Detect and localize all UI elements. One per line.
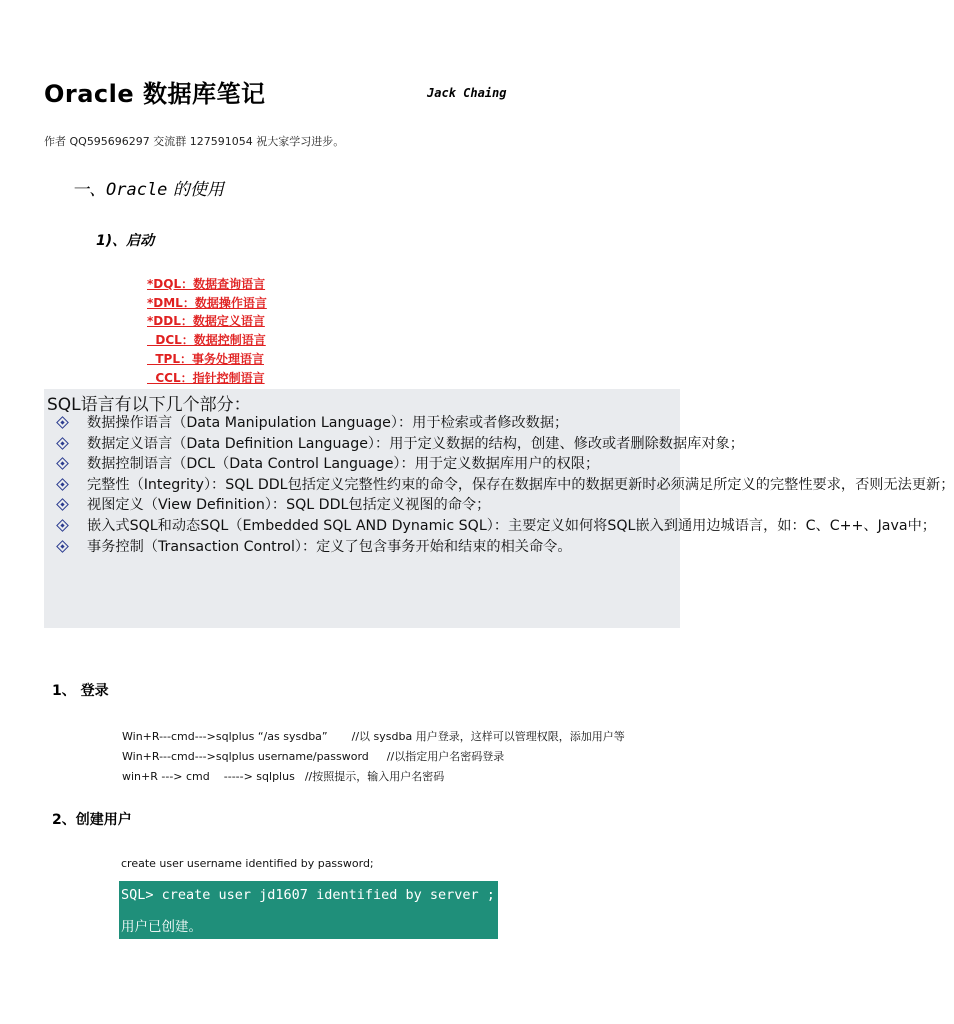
terminal-screenshot: [119, 881, 498, 939]
list-item[interactable]: CCL：指针控制语言: [147, 370, 265, 385]
sql-parts-list: [44, 413, 954, 557]
terminal-output: 用户已创建。: [121, 919, 202, 935]
login-heading: 1、 登录: [52, 683, 109, 699]
section-suffix: 的使用: [167, 180, 224, 200]
diamond-bullet-icon: [56, 437, 69, 450]
list-item[interactable]: *DDL：数据定义语言: [147, 314, 265, 329]
diamond-bullet-icon: [56, 519, 69, 532]
diamond-bullet-icon: [56, 540, 69, 553]
terminal-command: SQL> create user jd1607 identified by server ;: [121, 887, 495, 903]
list-item: 数据操作语言（Data Manipulation Language）：用于检索或者修改数据；: [44, 413, 680, 434]
list-item[interactable]: *DQL：数据查询语言: [147, 277, 266, 291]
list-item[interactable]: DCL：数据控制语言: [147, 333, 266, 348]
list-item: 事务控制（Transaction Control）：定义了包含事务开始和结束的相关命令。: [44, 537, 680, 558]
command-line: win+R ---> cmd -----> sqlplus //按照提示，输入用户名密码: [122, 770, 445, 783]
section-code: Oracle: [106, 180, 168, 200]
command-line: Win+R---cmd--->sqlplus “/as sysdba” //以 sysdba 用户登录，这样可以管理权限，添加用户等: [122, 730, 625, 743]
list-item[interactable]: TPL：事务处理语言: [147, 351, 264, 366]
diamond-bullet-icon: [56, 478, 69, 491]
create-user-heading: 2、创建用户: [52, 812, 132, 828]
section-heading-oracle-usage: [72, 175, 224, 200]
diamond-bullet-icon: [56, 499, 69, 512]
subheading-startup: 1)、启动: [96, 233, 155, 249]
author-name: Jack Chaing: [427, 86, 507, 100]
section-prefix: 一、: [72, 180, 106, 200]
list-item: 完整性（Integrity）：SQL DDL包括定义完整性约束的命令，保存在数据库中的数据更新时必须满足所定义的完整性要求，否则无法更新；: [44, 475, 680, 496]
document-title: Oracle 数据库笔记: [44, 80, 266, 108]
diamond-bullet-icon: [56, 457, 69, 470]
diamond-bullet-icon: [56, 416, 69, 429]
sql-category-list: [147, 275, 267, 387]
list-item: 数据控制语言（DCL（Data Control Language）：用于定义数据库用户的权限；: [44, 454, 680, 475]
command-line: Win+R---cmd--->sqlplus username/password //以指定用户名密码登录: [122, 750, 505, 763]
list-item: 嵌入式SQL和动态SQL（Embedded SQL AND Dynamic SQL）：主要定义如何将SQL嵌入到通用边城语言，如：C、C++、Java中；: [44, 516, 680, 537]
author-line: 作者 QQ595696297 交流群 127591054 祝大家学习进步。: [44, 135, 345, 148]
list-item: 数据定义语言（Data Definition Language）：用于定义数据的结构，创建、修改或者删除数据库对象；: [44, 434, 680, 455]
sql-parts-heading: SQL语言有以下几个部分：: [47, 395, 251, 415]
list-item[interactable]: *DML：数据操作语言: [147, 295, 267, 310]
list-item: 视图定义（View Definition）：SQL DDL包括定义视图的命令；: [44, 495, 680, 516]
login-commands: [122, 727, 625, 787]
sql-parts-image: [44, 389, 954, 628]
create-user-syntax: create user username identified by password;: [121, 857, 374, 870]
